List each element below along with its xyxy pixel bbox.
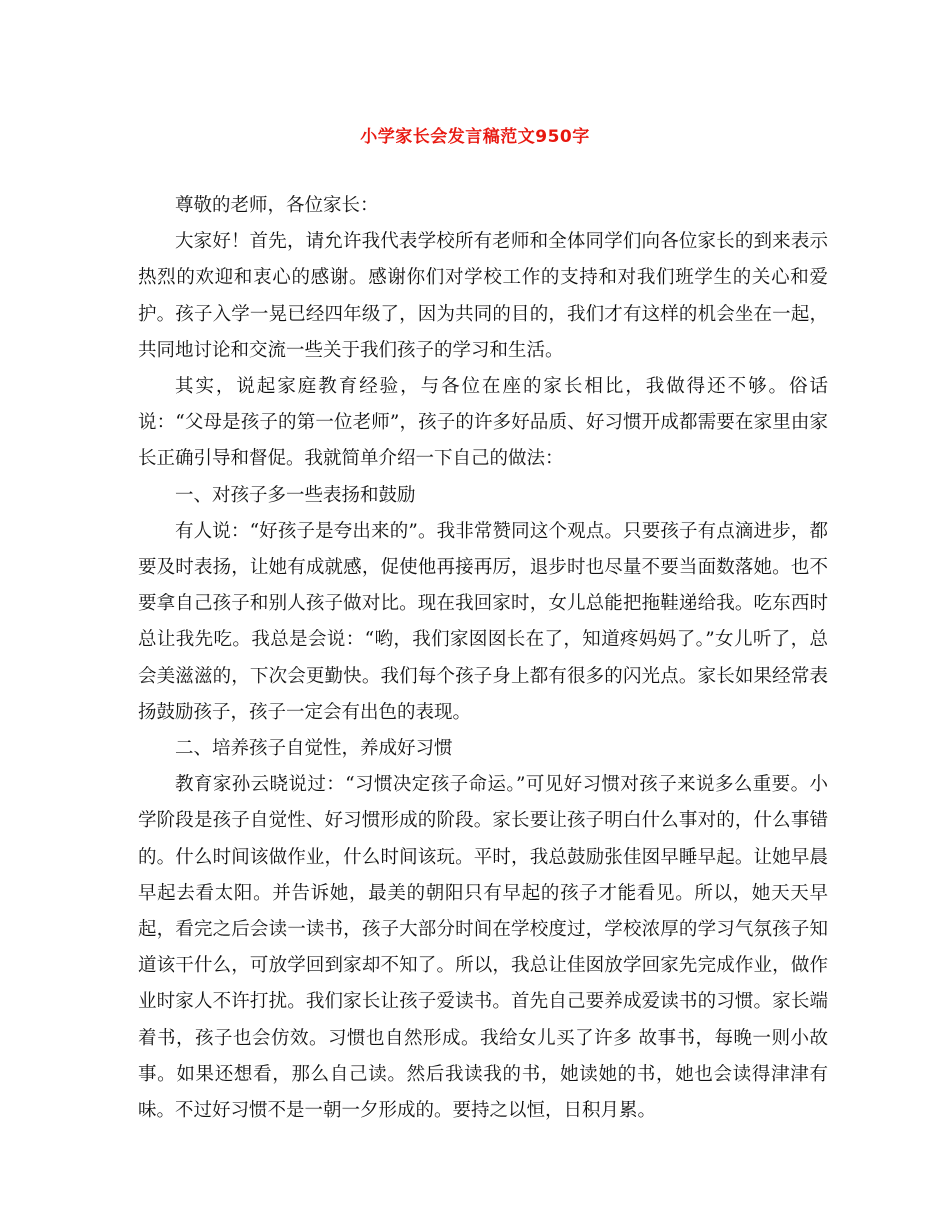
paragraph-praise: 有人说：“好孩子是夸出来的”。我非常赞同这个观点。只要孩子有点滴进步，都要及时表扬，让她有成就感，促使他再接再厉，退步时也尽量不要当面数落她。也不要拿自己孩子和别人孩子做对比。现在我回家时，女儿总能把拖鞋递给我。吃东西时总让我先吃。我总是会说：“哟，我们家囡囡长在了，知道疼妈妈了。”女儿听了，总会美滋滋的，下次会更勤快。我们每个孩子身上都有很多的闪光点。家长如果经常表扬鼓励孩子，孩子一定会有出色的表现。 <box>138 520 828 723</box>
paragraph-habits: 教育家孙云晓说过：“习惯决定孩子命运。”可见好习惯对孩子来说多么重要。小学阶段是孩子自觉性、好习惯形成的阶段。家长要让孩子明白什么事对的，什么事错的。什么时间该做作业，什么时间该玩。平时，我总鼓励张佳囡早睡早起。让她早晨早起去看太阳。并告诉她，最美的朝阳只有早起的孩子才能看见。所以，她天天早起，看完之后会读一读书，孩子大部分时间在学校度过，学校浓厚的学习气氛孩子知道该干什么，可放学回到家却不知了。所以，我总让佳囡放学回家先完成作业，做作业时家人不许打扰。我们家长让孩子爱读书。首先自己要养成爱读书的习惯。家长端着书，孩子也会仿效。习惯也自然形成。我给女儿买了许多 故事书，每晚一则小故事。如果还想看，那么自己读。然后我读我的书，她读她的书，她也会读得津津有味。不过好习惯不是一朝一夕形成的。要持之以恒，日积月累。 <box>138 774 828 1122</box>
paragraph-greeting: 大家好！首先，请允许我代表学校所有老师和全体同学们向各位家长的到来表示热烈的欢迎和衷心的感谢。感谢你们对学校工作的支持和对我们班学生的关心和爱护。孩子入学一晃已经四年级了，因为共同的目的，我们才有这样的机会坐在一起，共同地讨论和交流一些关于我们孩子的学习和生活。 <box>138 231 828 361</box>
paragraph-salutation: 尊敬的老师，各位家长： <box>175 195 379 216</box>
document-body <box>138 188 828 1129</box>
section-heading-praise: 一、对孩子多一些表扬和鼓励 <box>175 484 416 506</box>
section-heading-habits: 二、培养孩子自觉性，养成好习惯 <box>175 738 453 760</box>
document-title: 小学家长会发言稿范文950字 <box>360 127 590 147</box>
paragraph-introduction: 其实，说起家庭教育经验，与各位在座的家长相比，我做得还不够。俗话说：“父母是孩子的第一位老师”，孩子的许多好品质、好习惯开成都需要在家里由家长正确引导和督促。我就简单介绍一下自己的做法： <box>138 376 828 470</box>
